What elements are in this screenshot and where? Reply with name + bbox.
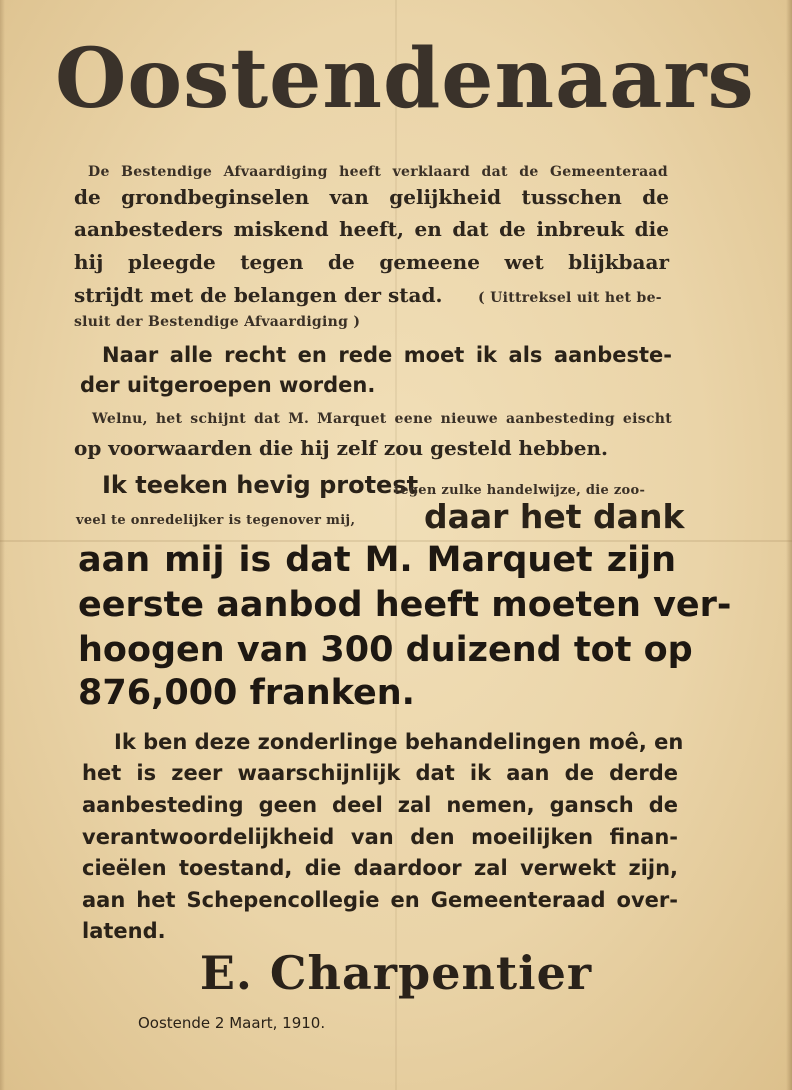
- p4-line-1b: tegen zulke handelwijze, die zoo-: [394, 483, 646, 498]
- date-line: Oostende 2 Maart, 1910.: [138, 1014, 326, 1032]
- p5-line-6: aan het Schepencollegie en Gemeenteraad over-: [82, 888, 678, 912]
- p5-line-3: aanbesteding geen deel zal nemen, gansch de: [82, 793, 678, 817]
- p5-line-4: verantwoordelijkheid van den moeilijken finan-: [82, 825, 678, 849]
- signature: E. Charpentier: [199, 946, 593, 1000]
- p1-line-6: sluit der Bestendige Afvaardiging ): [74, 314, 361, 330]
- p5-line-5: cieëlen toestand, die daardoor zal verwekt zijn,: [82, 856, 678, 880]
- p1-line-3: aanbesteders miskend heeft, en dat de inbreuk die: [74, 217, 669, 241]
- p3-line-1: Welnu, het schijnt dat M. Marquet eene nieuwe aanbesteding eischt: [92, 411, 672, 427]
- p1-line-1: De Bestendige Afvaardiging heeft verklaard dat de Gemeenteraad: [88, 164, 668, 180]
- paper-edge-right: [786, 0, 792, 1090]
- p1-line-5b: ( Uittreksel uit het be-: [478, 290, 662, 306]
- p4-line-5: hoogen van 300 duizend tot op: [78, 630, 693, 670]
- p5-line-2: het is zeer waarschijnlijk dat ik aan de derde: [82, 761, 678, 785]
- p5-line-7: latend.: [82, 919, 166, 943]
- p4-line-6: 876,000 franken.: [78, 673, 415, 713]
- p1-line-2: de grondbeginselen van gelijkheid tusschen de: [74, 185, 669, 209]
- p4-line-2b: daar het dank: [424, 497, 685, 536]
- p1-line-5a: strijdt met de belangen der stad.: [74, 283, 443, 307]
- poster-title: Oostendenaars: [55, 31, 755, 127]
- p4-line-1a: Ik teeken hevig protest: [102, 471, 419, 499]
- p2-line-2: der uitgeroepen worden.: [80, 373, 376, 397]
- p1-line-4: hij pleegde tegen de gemeene wet blijkbaar: [74, 250, 669, 274]
- p2-line-1: Naar alle recht en rede moet ik als aanbeste-: [102, 343, 672, 367]
- p5-line-1: Ik ben deze zonderlinge behandelingen moê, en: [114, 730, 684, 754]
- p3-line-2: op voorwaarden die hij zelf zou gesteld hebben.: [74, 436, 609, 460]
- p4-line-3: aan mij is dat M. Marquet zijn: [78, 540, 676, 580]
- p4-line-4: eerste aanbod heeft moeten ver-: [78, 585, 732, 625]
- paper-edge-left: [0, 0, 5, 1090]
- p4-line-2a: veel te onredelijker is tegenover mij,: [76, 513, 356, 528]
